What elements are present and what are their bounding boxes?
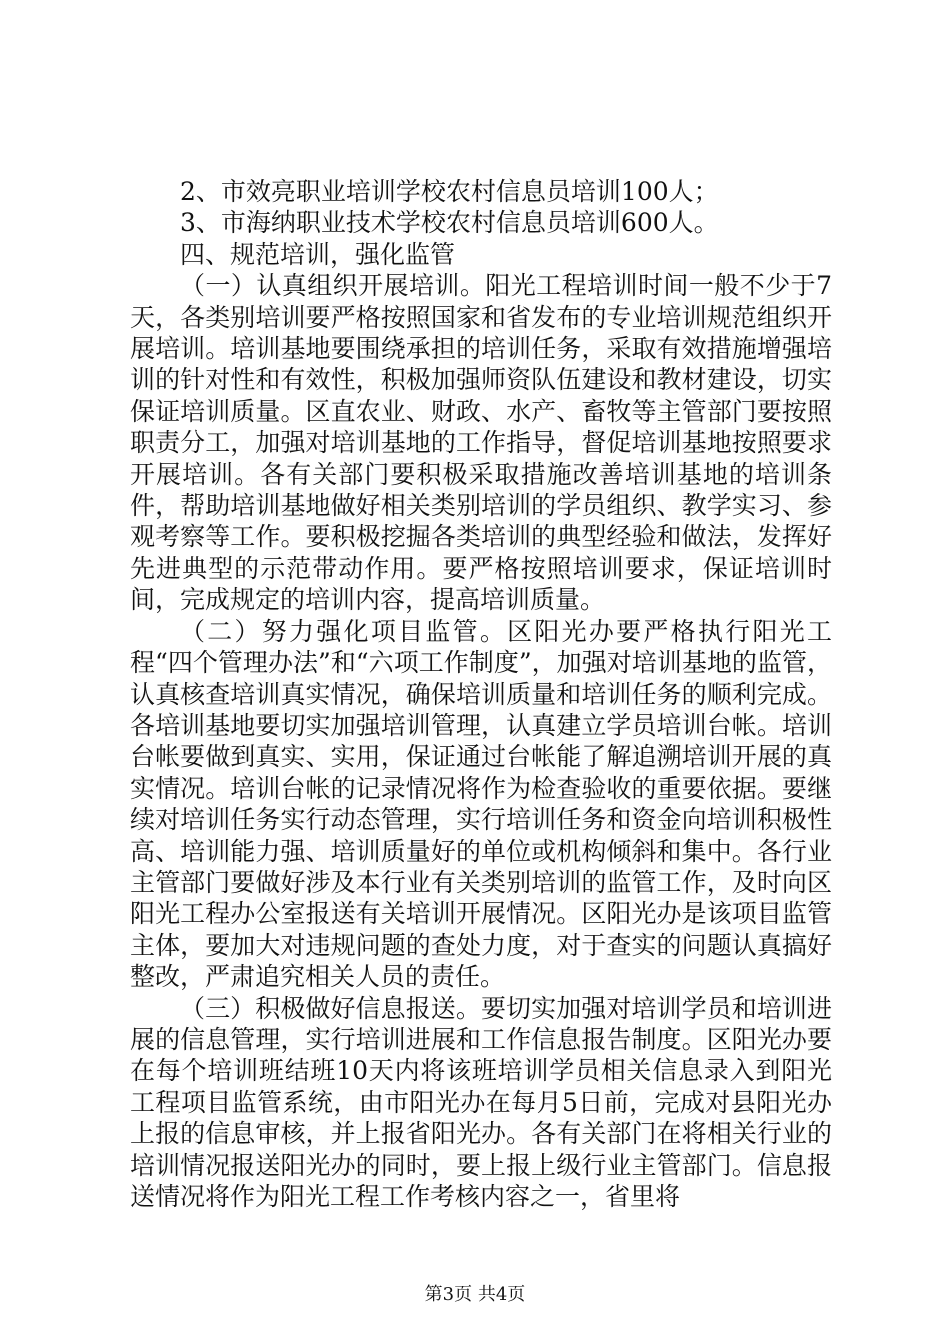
list-item-3: 3、市海纳职业技术学校农村信息员培训600人。 [180,208,719,238]
page-footer: 第3页 共4页 [424,1284,526,1305]
document-body [130,176,832,1212]
section-heading: 四、规范培训，强化监管 [180,239,456,269]
paragraph-project-supervision: （二）努力强化项目监管。区阳光办要严格执行阳光工程“四个管理办法”和“六项工作制度”，加强对培训基地的监管，认真核查培训真实情况，确保培训质量和培训任务的顺利完成。各培训基地要切实加强培训管理，认真建立学员培训台帐。培训台帐要做到真实、实用，保证通过台帐能了解追溯培训开展的真实情况。培训台帐的记录情况将作为检查验收的重要依据。要继续对培训任务实行动态管理，实行培训任务和资金向培训积极性高、培训能力强、培训质量好的单位或机构倾斜和集中。各行业主管部门要做好涉及本行业有关类别培训的监管工作，及时向区阳光工程办公室报送有关培训开展情况。区阳光办是该项目监管主体，要加大对违规问题的查处力度，对于查实的问题认真搞好整改，严肃追究相关人员的责任。 [130,616,832,992]
paragraph-information-reporting: （三）积极做好信息报送。要切实加强对培训学员和培训进展的信息管理，实行培训进展和工作信息报告制度。区阳光办要在每个培训班结班10天内将该班培训学员相关信息录入到阳光工程项目监管系统，由市阳光办在每月5日前，完成对县阳光办上报的信息审核，并上报省阳光办。各有关部门在将相关行业的培训情况报送阳光办的同时，要上报上级行业主管部门。信息报送情况将作为阳光工程工作考核内容之一，省里将 [130,993,832,1211]
paragraph-organize-training: （一）认真组织开展培训。阳光工程培训时间一般不少于7天，各类别培训要严格按照国家和省发布的专业培训规范组织开展培训。培训基地要围绕承担的培训任务，采取有效措施增强培训的针对性和有效性，积极加强师资队伍建设和教材建设，切实保证培训质量。区直农业、财政、水产、畜牧等主管部门要按照职责分工，加强对培训基地的工作指导，督促培训基地按照要求开展培训。各有关部门要积极采取措施改善培训基地的培训条件，帮助培训基地做好相关类别培训的学员组织、教学实习、参观考察等工作。要积极挖掘各类培训的典型经验和做法，发挥好先进典型的示范带动作用。要严格按照培训要求，保证培训时间，完成规定的培训内容，提高培训质量。 [130,271,832,615]
list-item-2: 2、市效亮职业培训学校农村信息员培训100人； [180,177,719,206]
